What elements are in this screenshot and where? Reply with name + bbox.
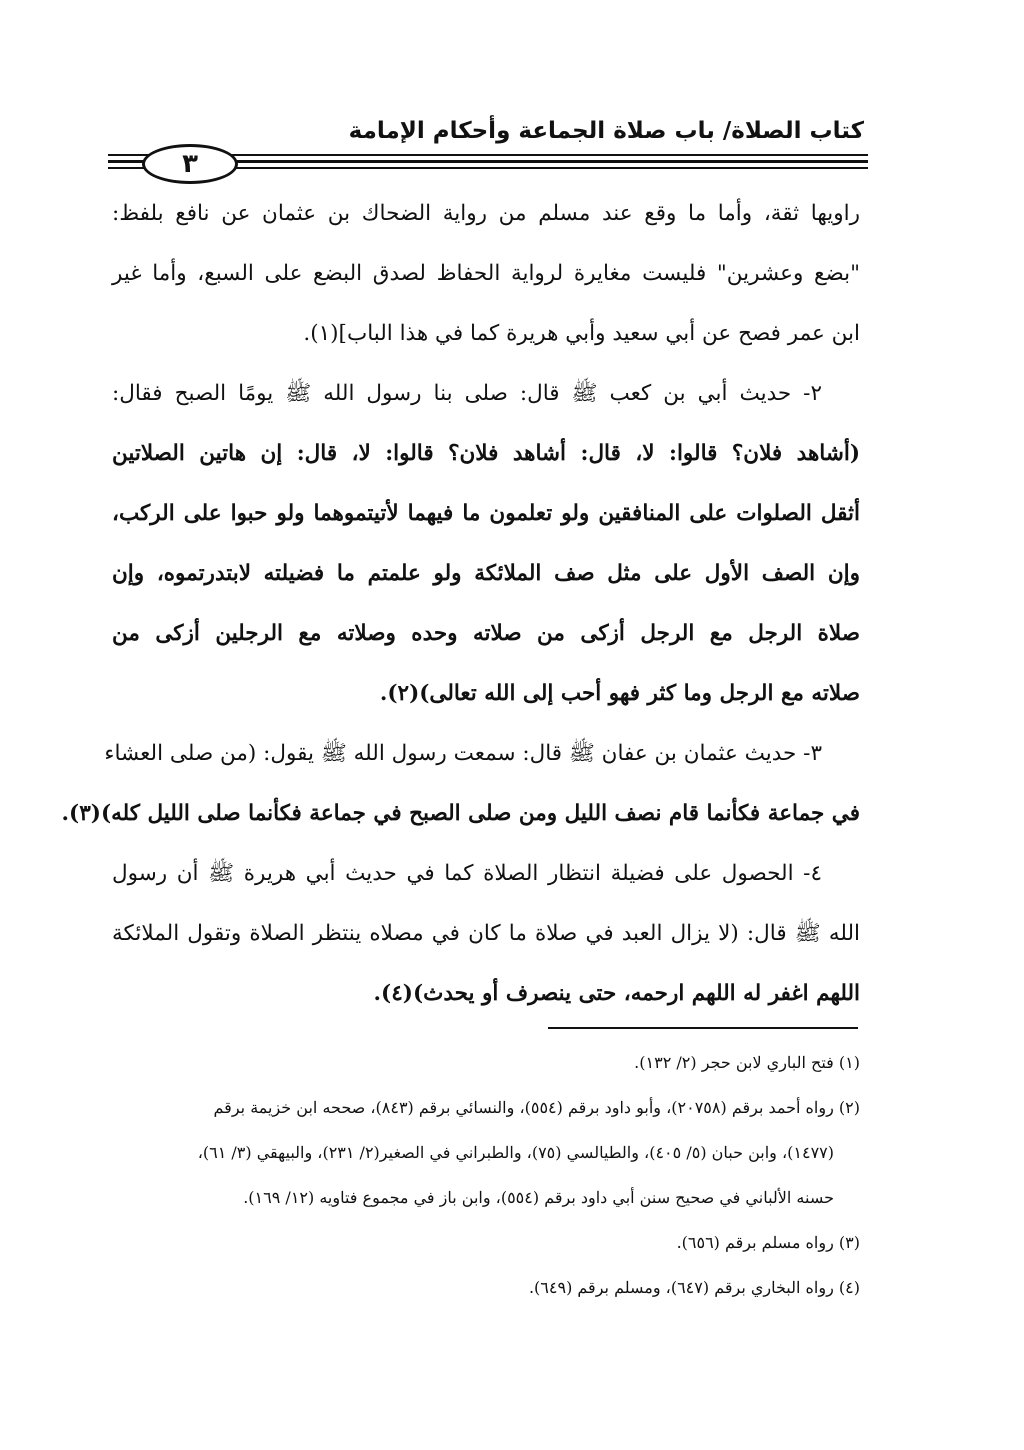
footnote-line: (٣) رواه مسلم برقم (٦٥٦). bbox=[676, 1233, 860, 1252]
footnote-line: (٤) رواه البخاري برقم (٦٤٧)، ومسلم برقم (٦٤٩). bbox=[528, 1278, 860, 1297]
footnote-line: (١) فتح الباري لابن حجر (٢/ ١٣٢). bbox=[634, 1053, 860, 1072]
hadith-line: في جماعة فكأنما قام نصف الليل ومن صلى الصبح في جماعة فكأنما صلى الليل كله)(٣). bbox=[61, 801, 860, 826]
text-line: "بضع وعشرين" فليست مغايرة لرواية الحفاظ لصدق البضع على السبع، وأما غير bbox=[112, 261, 860, 286]
text-line: راويها ثقة، وأما ما وقع عند مسلم من رواية الضحاك بن عثمان عن نافع بلفظ: bbox=[112, 201, 860, 226]
page-number: ٣ bbox=[142, 144, 238, 184]
text-line: الله ﷺ قال: (لا يزال العبد في صلاة ما كان في مصلاه ينتظر الصلاة وتقول الملائكة bbox=[112, 921, 860, 946]
footnotes bbox=[112, 1040, 860, 1310]
hadith-line: اللهم اغفر له اللهم ارحمه، حتى ينصرف أو يحدث)(٤). bbox=[373, 981, 860, 1006]
text-line: ابن عمر فصح عن أبي سعيد وأبي هريرة كما في هذا الباب](١). bbox=[303, 321, 860, 346]
footnote-line: (٢) رواه أحمد برقم (٢٠٧٥٨)، وأبو داود برقم (٥٥٤)، والنسائي برقم (٨٤٣)، صححه ابن خزيمة برقم bbox=[213, 1098, 860, 1117]
footnote-line: (١٤٧٧)، وابن حبان (٥/ ٤٠٥)، والطيالسي (٧٥)، والطبراني في الصغير(٢/ ٢٣١)، والبيهقي (٣/ ٦١)، bbox=[197, 1143, 834, 1162]
text-line: ٣- حديث عثمان بن عفان ﷺ قال: سمعت رسول الله ﷺ يقول: (من صلى العشاء bbox=[104, 741, 822, 766]
main-text bbox=[61, 184, 860, 1024]
hadith-line: صلاة الرجل مع الرجل أزكى من صلاته وحده وصلاته مع الرجلين أزكى من bbox=[112, 621, 860, 646]
text-line: ٢- حديث أبي بن كعب ﷺ قال: صلى بنا رسول الله ﷺ يومًا الصبح فقال: bbox=[112, 381, 822, 406]
hadith-line: أثقل الصلوات على المنافقين ولو تعلمون ما فيهما لأتيتموهما ولو حبوا على الركب، bbox=[112, 501, 860, 526]
hadith-line: وإن الصف الأول على مثل صف الملائكة ولو علمتم ما فضيلته لابتدرتموه، وإن bbox=[112, 561, 860, 586]
footnote-separator bbox=[548, 1027, 858, 1029]
footnote-line: حسنه الألباني في صحيح سنن أبي داود برقم (٥٥٤)، وابن باز في مجموع فتاويه (١٢/ ١٦٩). bbox=[243, 1188, 834, 1207]
hadith-line: (أشاهد فلان؟ قالوا: لا، قال: أشاهد فلان؟ قالوا: لا، قال: إن هاتين الصلاتين bbox=[112, 441, 860, 466]
text-line: ٤- الحصول على فضيلة انتظار الصلاة كما في حديث أبي هريرة ﷺ أن رسول bbox=[112, 861, 822, 886]
running-header: كتاب الصلاة/ باب صلاة الجماعة وأحكام الإمامة bbox=[348, 118, 864, 144]
hadith-line: صلاته مع الرجل وما كثر فهو أحب إلى الله تعالى)(٢). bbox=[379, 681, 860, 706]
